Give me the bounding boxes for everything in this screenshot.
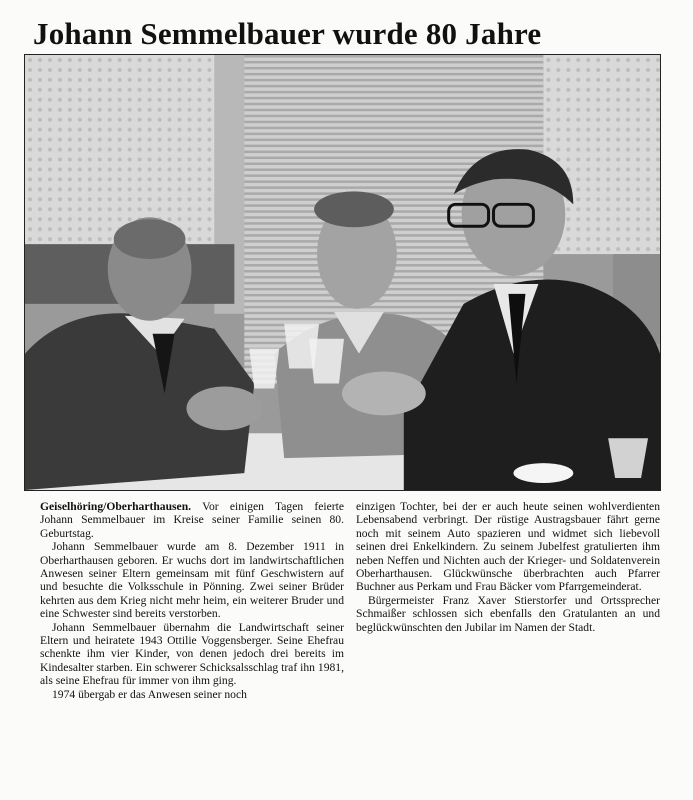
article-lead-text: Vor einigen Tagen feierte Johann Semmelbauer im Kreise seiner Familie seinen 80. Geburtstag.	[40, 500, 344, 540]
article-paragraph: 1974 übergab er das Anwesen seiner noch	[52, 687, 247, 701]
article-paragraph: Johann Semmelbauer wurde am 8. Dezember 1911 in Oberharthausen geboren. Er wuchs dort im landwirtschaftlichen Anwesen seiner Eltern gemeinsam mit fünf Geschwistern auf und besuchte die Volksschule in Pönning. Zwei seiner Brüder kehrten aus dem Krieg nicht mehr heim, ein weiterer Bruder und eine Schwester sind bereits verstorben.	[40, 540, 344, 621]
photo-three-men-toasting	[25, 55, 660, 490]
article-column-right	[356, 500, 660, 701]
article-paragraph	[40, 500, 344, 540]
article-paragraph: Bürgermeister Franz Xaver Stierstorfer und Ortssprecher Schmaißer schlossen sich ebenfalls den Gratulanten an und beglückwünschten den Jubilar im Namen der Stadt.	[356, 593, 660, 634]
article-headline: Johann Semmelbauer wurde 80 Jahre	[33, 16, 542, 51]
article-paragraph: einzigen Tochter, bei der er auch heute seinen wohlverdienten Lebensabend verbringt. Der rüstige Austragsbauer fährt gerne noch mit seinem Auto spazieren und widmet sich liebevoll seinen drei Enkelkindern. Zu seinem Jubelfest gratulierten ihm neben Neffen und Nichten auch der Krieger- und Soldatenverein Oberharthausen. Glückwünsche überbrachten auch Pfarrer Buchner aus Perkam und Frau Bäcker vom Pfarrgemeinderat.	[356, 500, 660, 594]
article-photo	[24, 54, 661, 491]
article-paragraph: Johann Semmelbauer übernahm die Landwirtschaft seiner Eltern und heiratete 1943 Ottilie Voggensberger. Seine Ehefrau schenkte ihm vier Kinder, von denen jedoch drei bereits im Kindesalter starben. Ein schwerer Schicksalsschlag traf ihn 1981, als seine Ehefrau für immer von ihm ging.	[40, 620, 344, 688]
article-dateline: Geiselhöring/Oberharthausen.	[40, 500, 192, 513]
article-body	[40, 500, 660, 701]
article-column-left	[40, 500, 344, 701]
